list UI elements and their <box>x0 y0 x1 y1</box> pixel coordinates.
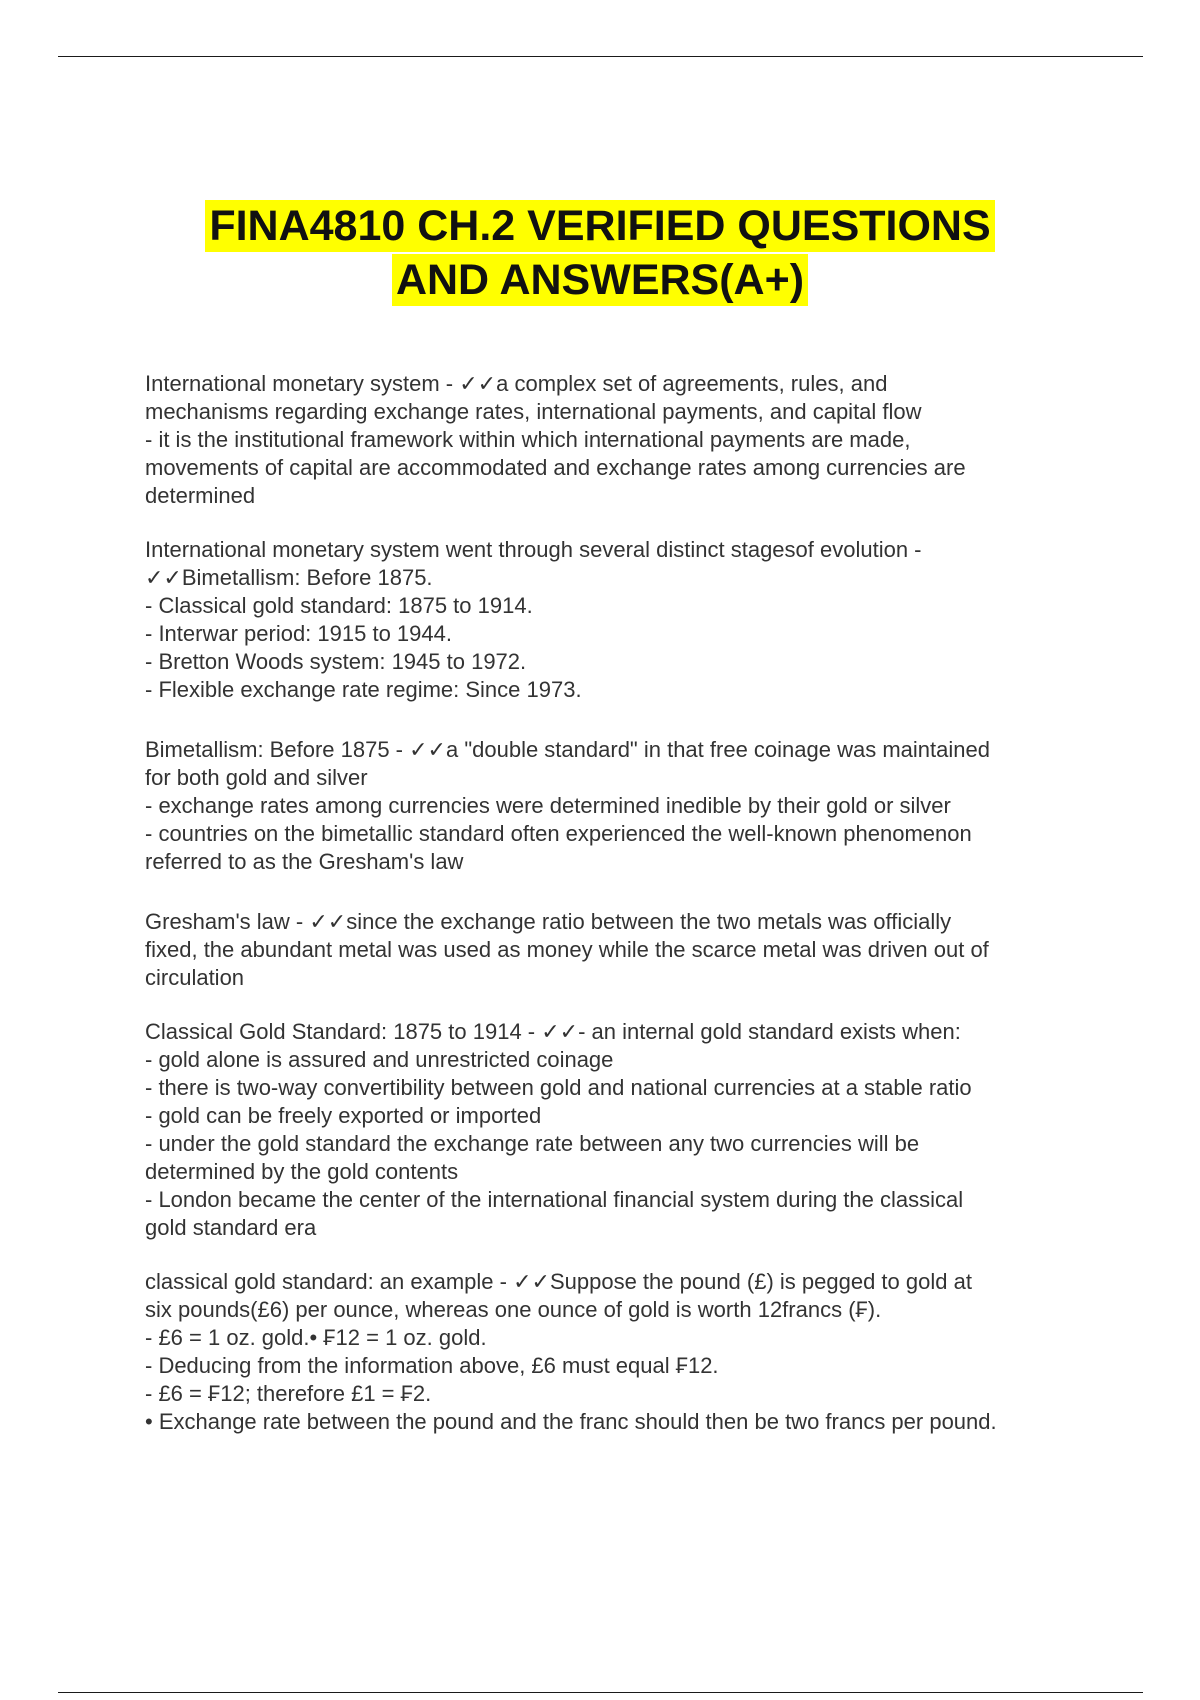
text-line: gold standard era <box>145 1215 317 1240</box>
text-line: - exchange rates among currencies were determined inedible by their gold or silver <box>145 793 951 818</box>
text-line: ✓✓Bimetallism: Before 1875. <box>145 565 433 590</box>
text-line: Bimetallism: Before 1875 - ✓✓a "double standard" in that free coinage was maintained <box>145 737 990 762</box>
bottom-divider <box>58 1692 1143 1693</box>
qa-entry-stages-of-evolution <box>145 536 1085 704</box>
qa-entry-gold-standard-example <box>145 1268 1085 1436</box>
text-line: Gresham's law - ✓✓since the exchange ratio between the two metals was officially <box>145 909 952 934</box>
text-line: - gold can be freely exported or imported <box>145 1103 542 1128</box>
text-line: International monetary system went through several distinct stagesof evolution - <box>145 537 922 562</box>
text-line: determined <box>145 483 256 508</box>
text-line: circulation <box>145 965 245 990</box>
text-line: - Classical gold standard: 1875 to 1914. <box>145 593 533 618</box>
text-line: fixed, the abundant metal was used as money while the scarce metal was driven out of <box>145 937 989 962</box>
text-line: - £6 = 1 oz. gold.• ₣12 = 1 oz. gold. <box>145 1325 487 1350</box>
text-line: - Bretton Woods system: 1945 to 1972. <box>145 649 527 674</box>
text-line: - Flexible exchange rate regime: Since 1973. <box>145 677 582 702</box>
title-line-2: AND ANSWERS(A+) <box>392 254 808 306</box>
text-line: - Deducing from the information above, £6 must equal ₣12. <box>145 1353 719 1378</box>
text-line: International monetary system - ✓✓a complex set of agreements, rules, and <box>145 371 888 396</box>
text-line: referred to as the Gresham's law <box>145 849 464 874</box>
text-line: - £6 = ₣12; therefore £1 = ₣2. <box>145 1381 432 1406</box>
text-line: classical gold standard: an example - ✓✓Suppose the pound (£) is pegged to gold at <box>145 1269 972 1294</box>
text-line: - under the gold standard the exchange rate between any two currencies will be <box>145 1131 920 1156</box>
document-title <box>0 200 1200 308</box>
qa-entry-classical-gold-standard <box>145 1018 1085 1242</box>
text-line: • Exchange rate between the pound and the franc should then be two francs per pound. <box>145 1409 997 1434</box>
text-line: - London became the center of the international financial system during the classical <box>145 1187 964 1212</box>
text-line: determined by the gold contents <box>145 1159 459 1184</box>
text-line: movements of capital are accommodated and exchange rates among currencies are <box>145 455 966 480</box>
text-line: - there is two-way convertibility between gold and national currencies at a stable ratio <box>145 1075 972 1100</box>
text-line: - countries on the bimetallic standard often experienced the well-known phenomenon <box>145 821 972 846</box>
top-divider <box>58 56 1143 57</box>
qa-entry-international-monetary-system <box>145 370 1085 510</box>
text-line: for both gold and silver <box>145 765 368 790</box>
qa-entry-greshams-law <box>145 908 1085 992</box>
text-line: six pounds(£6) per ounce, whereas one ounce of gold is worth 12francs (₣). <box>145 1297 882 1322</box>
document-body <box>145 370 1085 1462</box>
title-line-1: FINA4810 CH.2 VERIFIED QUESTIONS <box>205 200 994 252</box>
text-line: - Interwar period: 1915 to 1944. <box>145 621 452 646</box>
text-line: - gold alone is assured and unrestricted coinage <box>145 1047 614 1072</box>
text-line: mechanisms regarding exchange rates, international payments, and capital flow <box>145 399 922 424</box>
text-line: Classical Gold Standard: 1875 to 1914 - ✓✓- an internal gold standard exists when: <box>145 1019 961 1044</box>
qa-entry-bimetallism <box>145 736 1085 876</box>
text-line: - it is the institutional framework within which international payments are made, <box>145 427 911 452</box>
